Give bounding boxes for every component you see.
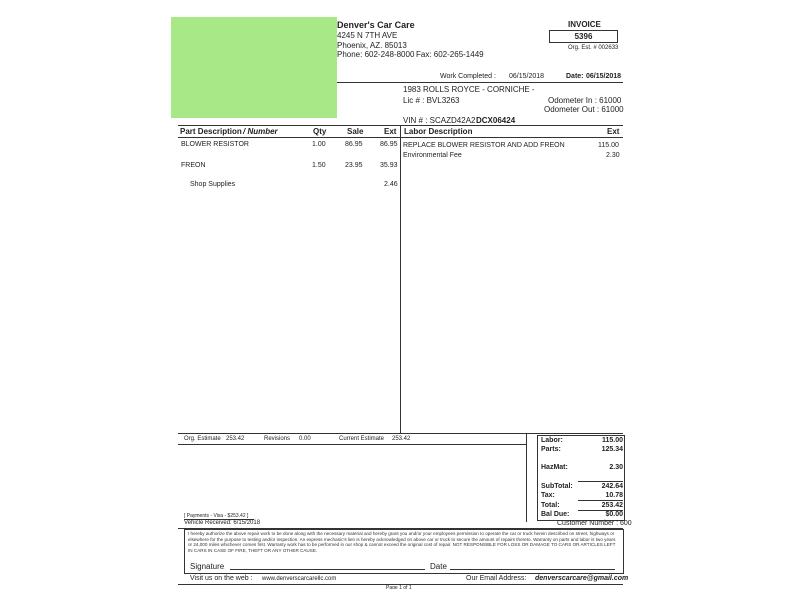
revisions-label: Revisions [264, 436, 291, 442]
labor-header-ext: Ext [607, 127, 620, 136]
email-address[interactable]: denverscarcare@gmail.com [535, 575, 629, 582]
org-estimate-label: Org. Estimate [184, 436, 221, 442]
payments-line: [ Payments - Visa - $253.42 ] [184, 513, 249, 519]
signature-label: Signature [190, 562, 225, 571]
odometer-out: Odometer Out : 61000 [544, 105, 624, 114]
tax-value: 10.78 [605, 492, 623, 499]
table-row: FREON [181, 162, 206, 169]
invoice-label: INVOICE [568, 20, 601, 29]
subtotal-label: SubTotal: [541, 483, 573, 490]
parts-total-value: 125.34 [601, 446, 623, 453]
work-completed-date: 06/15/2018 [509, 73, 545, 80]
hazmat-row [541, 464, 623, 473]
hazmat-label: HazMat: [541, 464, 568, 471]
baldue-label: Bal Due: [541, 511, 570, 518]
table-row: Environmental Fee [403, 152, 462, 159]
signature-date-label: Date [430, 562, 447, 571]
vin-suffix: DCX06424 [476, 116, 516, 125]
table-center-divider [400, 126, 401, 433]
shop-address: 4245 N 7TH AVE [337, 31, 398, 40]
parts-header-number: / Number [243, 127, 278, 136]
web-label: Visit us on the web : [190, 575, 253, 582]
part-sale: 86.95 [345, 141, 363, 148]
authorization-text: I hereby authorize the above repair work to be done along with the necessary material and hereby grant you and/or your employees permission to operate the car or truck herein described on street, highways or elsewhere for the purpose to testing and/or inspection. An express mechanic's lien is hereby acknowledged on above car or truck to secure the amount of repairs thereto. Warranty on parts and labor is two years or 24,000 miles whichever comes first. Warranty work has to be performed in our shop & cannot exceed the original cost of repair. NOT RESPONSIBLE FOR LOSS OR DAMAGE TO CARS OR ARTICLES LEFT IN CARS IN CASE OF FIRE, THEFT OR ANY OTHER CAUSE. [188, 531, 616, 553]
total-value: 253.42 [601, 502, 623, 509]
labor-total-row [541, 437, 623, 446]
subtotal-value: 242.64 [601, 483, 623, 490]
vin-prefix: VIN # : SCAZD42A2 [403, 116, 476, 125]
subtotal-rule [578, 481, 623, 482]
work-completed-label: Work Completed : [440, 73, 496, 80]
date-label: Date: [566, 73, 584, 80]
labor-ext: 115.00 [598, 142, 619, 149]
odometer-in: Odometer In : 61000 [548, 96, 622, 105]
table-bottom-rule [178, 433, 623, 434]
signature-line [230, 569, 425, 570]
parts-total-label: Parts: [541, 446, 561, 453]
page-number: Page 1 of 1 [386, 585, 412, 589]
shop-phone: Phone: 602-248-8000 [337, 50, 415, 59]
labor-ext: 2.30 [606, 152, 620, 159]
email-label: Our Email Address: [466, 575, 527, 582]
labor-total-label: Labor: [541, 437, 563, 444]
table-row: REPLACE BLOWER RESISTOR AND ADD FREON [403, 142, 565, 149]
org-estimate-value: 253.42 [226, 436, 245, 442]
vehicle-received: Vehicle Received: 6/15/2018 [184, 520, 261, 526]
parts-total-row [541, 446, 623, 455]
revisions-value: 0.00 [299, 436, 311, 442]
vehicle-license: Lic # : BVL3263 [403, 96, 460, 105]
invoice-number: 5396 [574, 32, 593, 41]
totals-left-divider [526, 434, 527, 522]
shop-supplies-label: Shop Supplies [190, 181, 236, 188]
current-estimate-label: Current Estimate [339, 436, 385, 442]
shop-name: Denver's Car Care [337, 20, 415, 30]
part-sale: 23.95 [345, 162, 363, 169]
table-row: BLOWER RESISTOR [181, 141, 249, 148]
invoice-date: 06/15/2018 [586, 73, 622, 80]
baldue-row [541, 511, 623, 520]
date-line [450, 569, 615, 570]
parts-header-qty: Qty [313, 127, 327, 136]
estimates-rule [178, 444, 526, 445]
tax-label: Tax: [541, 492, 555, 499]
labor-header-description: Labor Description [404, 127, 473, 136]
part-ext: 86.95 [380, 141, 398, 148]
subtotal-row [541, 483, 623, 492]
current-estimate-value: 253.42 [392, 436, 411, 442]
invoice-number-box [549, 30, 618, 43]
redaction-sticky-note [171, 17, 337, 118]
customer-number: Customer Number : 600 [557, 520, 632, 527]
shop-city: Phoenix, AZ. 85013 [337, 41, 407, 50]
org-est-number: Org. Est. # 002633 [568, 45, 619, 51]
baldue-value: $0.00 [605, 511, 623, 518]
total-label: Total: [541, 502, 560, 509]
hazmat-value: 2.30 [609, 464, 623, 471]
part-qty: 1.50 [312, 162, 326, 169]
shop-fax: Fax: 602-265-1449 [416, 50, 484, 59]
labor-total-value: 115.00 [601, 437, 623, 444]
part-ext: 35.93 [380, 162, 398, 169]
header-rule [337, 82, 623, 83]
part-qty: 1.00 [312, 141, 326, 148]
web-url[interactable]: www.denverscarcarellc.com [262, 576, 337, 582]
parts-header-ext: Ext [384, 127, 397, 136]
total-rule [578, 500, 623, 501]
vehicle-description: 1983 ROLLS ROYCE - CORNICHE - [403, 85, 535, 94]
shop-supplies-value: 2.46 [384, 181, 398, 188]
parts-header-sale: Sale [347, 127, 364, 136]
parts-header-description: Part Description [180, 127, 242, 136]
